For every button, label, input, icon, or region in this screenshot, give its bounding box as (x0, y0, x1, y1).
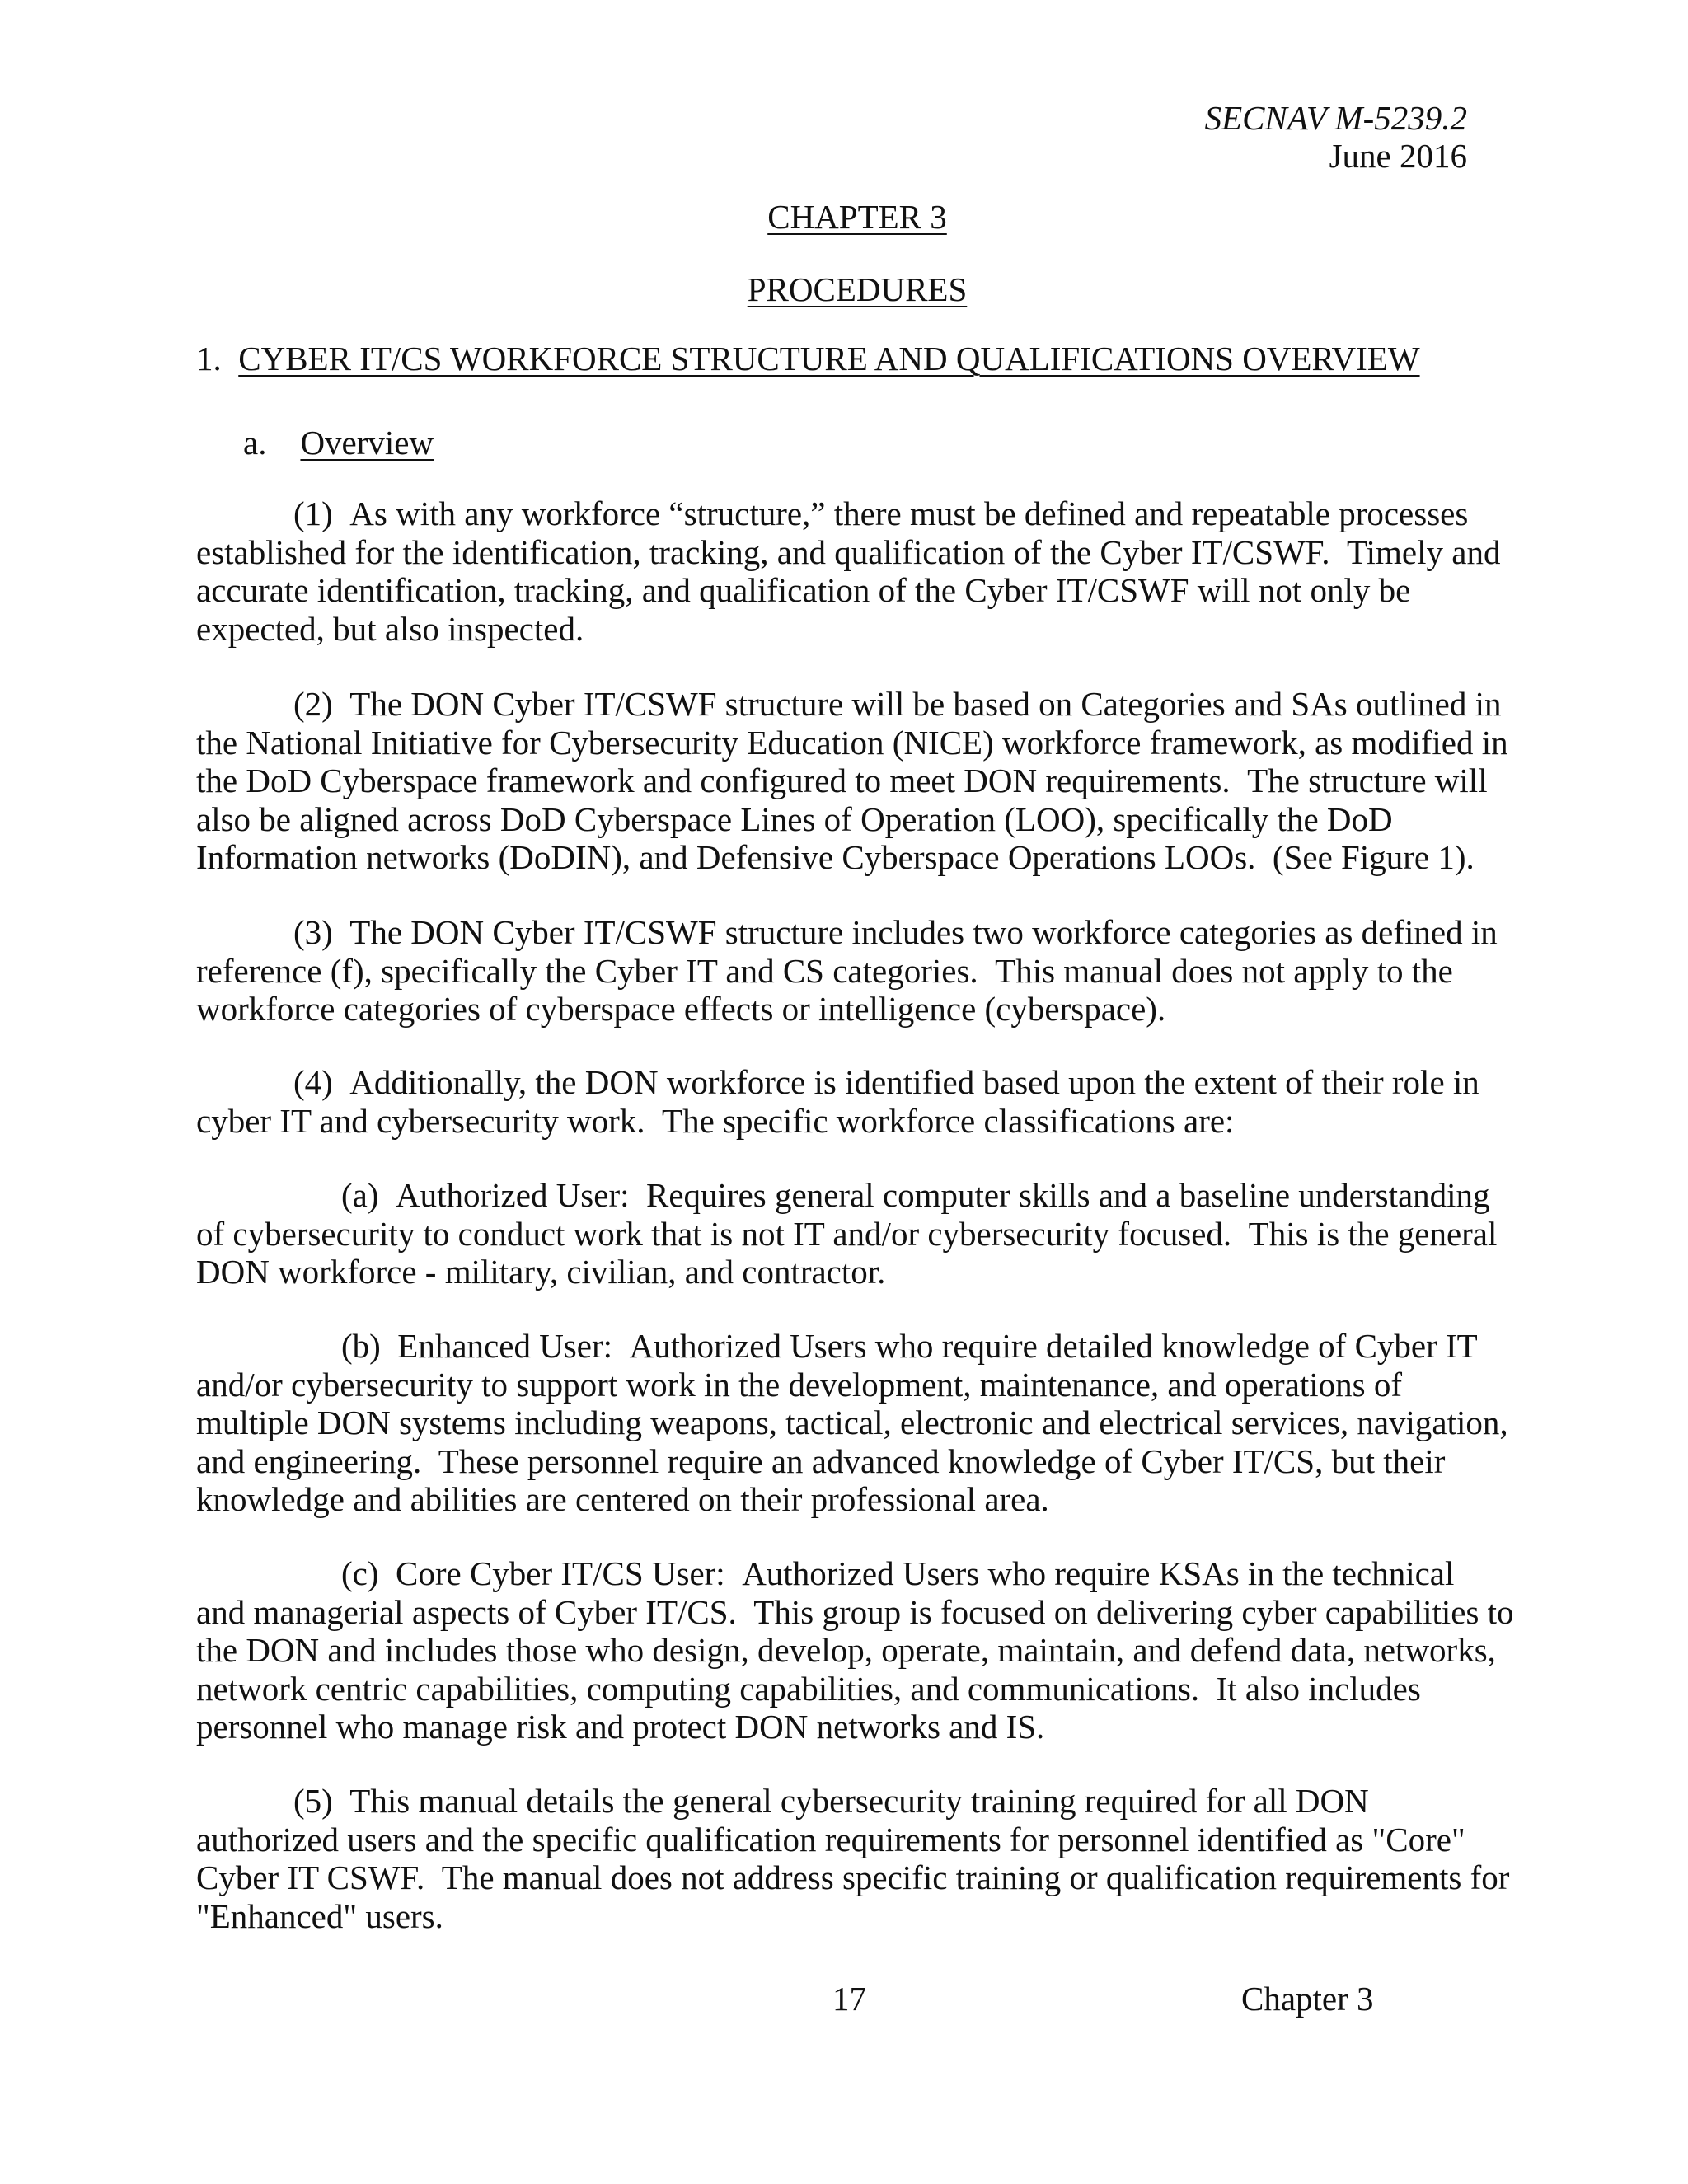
document-date: June 2016 (1329, 137, 1467, 175)
paragraph-line: personnel who manage risk and protect DON networks and IS. (196, 1708, 1045, 1746)
section-title: CYBER IT/CS WORKFORCE STRUCTURE AND QUALIFICATIONS OVERVIEW (238, 340, 1420, 377)
paragraph-line: (5) This manual details the general cybersecurity training required for all DON (293, 1782, 1369, 1820)
paragraph-line: Cyber IT CSWF. The manual does not address specific training or qualification requirements for (196, 1858, 1510, 1896)
subsection-heading (243, 424, 434, 462)
paragraph-line: network centric capabilities, computing capabilities, and communications. It also includes (196, 1669, 1421, 1708)
document-id: SECNAV M-5239.2 (1204, 99, 1467, 137)
paragraph-line: accurate identification, tracking, and qualification of the Cyber IT/CSWF will not only be (196, 571, 1411, 609)
paragraph-line: and engineering. These personnel require an advanced knowledge of Cyber IT/CS, but their (196, 1441, 1446, 1480)
paragraph-4 (196, 1063, 1507, 1140)
paragraph-line: and managerial aspects of Cyber IT/CS. This group is focused on delivering cyber capabilities to (196, 1592, 1514, 1631)
paragraph-line: established for the identification, tracking, and qualification of the Cyber IT/CSWF. Timely and (196, 532, 1501, 571)
paragraph-line: (b) Enhanced User: Authorized Users who require detailed knowledge of Cyber IT (341, 1327, 1478, 1365)
paragraph-line: DON workforce - military, civilian, and contractor. (196, 1253, 886, 1291)
chapter-title-text: CHAPTER 3 (767, 198, 947, 236)
page-number: 17 (832, 1980, 866, 2018)
procedures-title (13, 270, 1688, 309)
paragraph-line: reference (f), specifically the Cyber IT and CS categories. This manual does not apply to the (196, 951, 1453, 990)
paragraph-line: Information networks (DoDIN), and Defensive Cyberspace Operations LOOs. (See Figure 1). (196, 838, 1475, 876)
paragraph-line: (4) Additionally, the DON workforce is identified based upon the extent of their role in (293, 1063, 1479, 1101)
paragraph-line: (2) The DON Cyber IT/CSWF structure will be based on Categories and SAs outlined in (293, 685, 1502, 723)
paragraph-line: workforce categories of cyberspace effects or intelligence (cyberspace). (196, 990, 1166, 1028)
section-heading (196, 340, 1420, 378)
paragraph-line: the DON and includes those who design, develop, operate, maintain, and defend data, networks, (196, 1631, 1496, 1669)
paragraph-line: (a) Authorized User: Requires general computer skills and a baseline understanding (341, 1176, 1490, 1214)
paragraph-b (196, 1327, 1507, 1519)
paragraph-2 (196, 685, 1507, 877)
paragraph-line: the DoD Cyberspace framework and configured to meet DON requirements. The structure will (196, 762, 1488, 799)
paragraph-line: (3) The DON Cyber IT/CSWF structure includes two workforce categories as defined in (293, 913, 1498, 951)
paragraph-line: cyber IT and cybersecurity work. The specific workforce classifications are: (196, 1101, 1235, 1140)
paragraph-a (196, 1176, 1507, 1291)
paragraph-line: also be aligned across DoD Cyberspace Lines of Operation (LOO), specifically the DoD (196, 799, 1393, 838)
paragraph-5 (196, 1782, 1510, 1935)
paragraph-line: (1) As with any workforce “structure,” there must be defined and repeatable processes (293, 494, 1469, 532)
paragraph-1 (196, 494, 1507, 648)
subsection-title: Overview (300, 424, 434, 462)
paragraph-line: knowledge and abilities are centered on their professional area. (196, 1480, 1049, 1518)
paragraph-line: (c) Core Cyber IT/CS User: Authorized Users who require KSAs in the technical (341, 1554, 1455, 1592)
paragraph-line: "Enhanced" users. (196, 1896, 443, 1935)
paragraph-line: the National Initiative for Cybersecurity Education (NICE) workforce framework, as modified in (196, 723, 1508, 762)
footer-chapter-label: Chapter 3 (1241, 1980, 1374, 2018)
paragraph-line: expected, but also inspected. (196, 609, 584, 648)
paragraph-line: authorized users and the specific qualification requirements for personnel identified as "Core" (196, 1820, 1465, 1858)
paragraph-line: of cybersecurity to conduct work that is not IT and/or cybersecurity focused. This is the general (196, 1214, 1498, 1253)
procedures-title-text: PROCEDURES (747, 270, 968, 308)
paragraph-c (196, 1554, 1514, 1746)
section-number: 1. (196, 340, 222, 377)
paragraph-line: multiple DON systems including weapons, tactical, electronic and electrical services, navigation, (196, 1404, 1508, 1441)
subsection-letter: a. (243, 424, 267, 462)
paragraph-line: and/or cybersecurity to support work in the development, maintenance, and operations of (196, 1365, 1403, 1404)
paragraph-3 (196, 913, 1507, 1029)
chapter-title (13, 198, 1688, 237)
